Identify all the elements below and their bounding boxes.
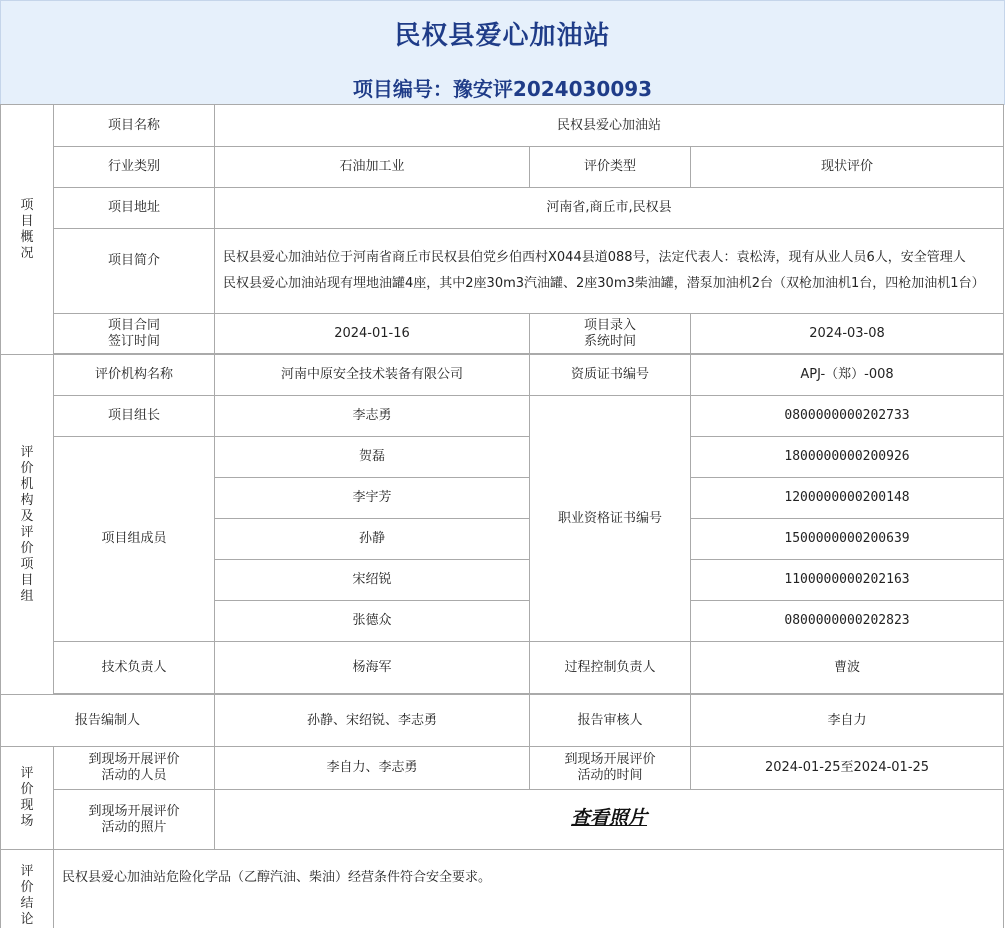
members-label: 项目组成员 [54,437,215,642]
industry-value: 石油加工业 [215,147,530,188]
org-section-label: 评价机构及评价项目组 [1,355,54,695]
member-cert: 0800000000202823 [691,601,1004,642]
process-lead-label: 过程控制负责人 [530,642,691,694]
agency-value: 河南中原安全技术装备有限公司 [215,355,530,396]
leader-cert: 0800000000202733 [691,396,1004,437]
leader-name: 李志勇 [215,396,530,437]
address-label: 项目地址 [54,188,215,229]
member-name: 贺磊 [215,437,530,478]
eval-type-value: 现状评价 [691,147,1004,188]
site-section-label: 评价现场 [1,747,54,850]
site-time-value: 2024-01-25至2024-01-25 [691,747,1004,790]
report-author-value: 孙静、宋绍锐、李志勇 [215,695,530,747]
contract-date: 2024-01-16 [215,314,530,354]
report-reviewer-label: 报告审核人 [530,695,691,747]
member-cert: 1200000000200148 [691,478,1004,519]
project-number: 项目编号：豫安评2024030093 [352,77,653,101]
entry-date: 2024-03-08 [691,314,1004,354]
overview-section-label: 项目概况 [1,105,54,355]
summary-line-2: 民权县爱心加油站现有埋地油罐4座，其中2座30m3汽油罐、2座30m3柴油罐，潜泵加油机2台（双枪加油机1台，四枪加油机1台） [223,276,985,291]
cert-value: APJ-（郑）-008 [691,355,1004,396]
conclusion-text: 民权县爱心加油站危险化学品（乙醇汽油、柴油）经营条件符合安全要求。 [54,850,1004,928]
project-name-value: 民权县爱心加油站 [215,105,1004,147]
member-cert: 1100000000202163 [691,560,1004,601]
leader-label: 项目组长 [54,396,215,437]
site-photo-cell [215,790,1004,850]
view-photos-link[interactable]: 查看照片 [571,807,648,829]
member-name: 张德众 [215,601,530,642]
page-header [0,0,1005,105]
page-title: 民权县爱心加油站 [394,21,611,51]
report-reviewer-value: 李自力 [691,695,1004,747]
project-info-table [0,104,1004,928]
site-people-label: 到现场开展评价 活动的人员 [54,747,215,790]
site-people-value: 李自力、李志勇 [215,747,530,790]
conclusion-section-label: 评价结论 [1,850,54,928]
member-name: 宋绍锐 [215,560,530,601]
process-lead-value: 曹波 [691,642,1004,694]
member-cert: 1800000000200926 [691,437,1004,478]
tech-lead-label: 技术负责人 [54,642,215,694]
agency-label: 评价机构名称 [54,355,215,396]
member-name: 李宇芳 [215,478,530,519]
summary-label: 项目简介 [54,229,215,314]
address-value: 河南省,商丘市,民权县 [215,188,1004,229]
entry-time-label: 项目录入 系统时间 [530,314,691,354]
tech-lead-value: 杨海军 [215,642,530,694]
report-author-label: 报告编制人 [1,695,215,747]
project-name-label: 项目名称 [54,105,215,147]
industry-label: 行业类别 [54,147,215,188]
member-cert: 1500000000200639 [691,519,1004,560]
member-name: 孙静 [215,519,530,560]
site-photo-label: 到现场开展评价 活动的照片 [54,790,215,850]
qualification-label: 职业资格证书编号 [530,396,691,642]
contract-time-label: 项目合同 签订时间 [54,314,215,354]
site-time-label: 到现场开展评价 活动的时间 [530,747,691,790]
cert-label: 资质证书编号 [530,355,691,396]
summary-line-1: 民权县爱心加油站位于河南省商丘市民权县伯党乡伯西村X044县道088号，法定代表人：袁松涛，现有从业人员6人，安全管理人 [223,250,966,265]
eval-type-label: 评价类型 [530,147,691,188]
summary-value [215,229,1004,314]
